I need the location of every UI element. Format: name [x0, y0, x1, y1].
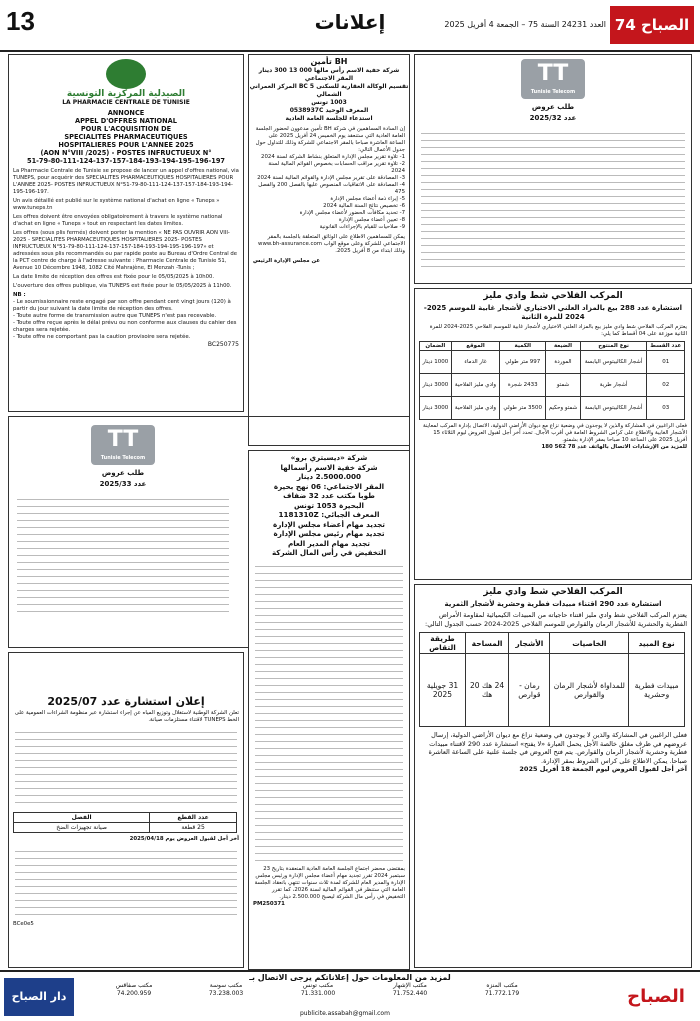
- bh-assurance-ad: [248, 54, 410, 446]
- bh-sign: عن مجلس الإدارة الرئيس: [253, 258, 321, 264]
- section-title: إعلانات: [314, 10, 386, 34]
- pharma-title-line: SPECIALITES PHARMACEUTIQUES: [64, 133, 188, 141]
- bh-head-line: المقر الاجتماعي: [304, 75, 354, 82]
- table-cell: أشجار الكاليبتوس اليابسة: [580, 351, 647, 374]
- bh-agenda-item: 6- تخصيص نتائج السنة المالية 2024: [323, 203, 405, 209]
- chott1-body: فعلى الراغبين في المشاركة والذين لا يوجدون في وضعية نزاع مع ديوان الأراضي الدولية، الاتصال بإدارة المركب لمعاينة الأشجار الغابية والاطلاع على كراس الشروط العامة في أقرب الآجال. تحدد آخر أجل لقبول العروض ليوم الثلاثاء 15 أفريل 2025 على الساعة 10 صباحا بمقر الإدارة بشمتو.: [422, 423, 687, 443]
- footer-contact: [366, 982, 454, 998]
- bh-agenda-item: 2- تلاوة تقرير مراقب الحسابات بخصوص القوائم المالية لسنة 2024: [268, 161, 405, 174]
- dispo-head-line: 2.5000.000 دينار: [296, 472, 362, 481]
- dispo-text-block: [255, 562, 403, 862]
- dispo-head: [249, 453, 409, 558]
- pharma-paragraph: La Pharmacie Centrale de Tunisie se propose de lancer un appel d'offres national, via TUNEPS, pour acquérir des SPECIALITES PHARMACEUTIQUES HOSPITALIERES POUR L'ANNEE 2025- POSTES INFRUCTUEUX N°51-79-80-111-124-137-157-184-193-194-195-196-197.: [13, 168, 239, 195]
- page-footer: [0, 970, 700, 1021]
- table-header-row: [420, 633, 685, 654]
- table-cell: 2433 شجرة: [500, 374, 546, 397]
- footer-email: publicite.assabah@gmail.com: [300, 1010, 390, 1017]
- table-header-cell: المساحة: [465, 633, 508, 654]
- footer-contact: [274, 982, 362, 998]
- table-row: [420, 397, 685, 420]
- tt-32-ad: [414, 54, 692, 284]
- bh-agenda-item: 8- تعيين أعضاء مجلس الإدارة: [338, 217, 405, 223]
- footer-contact-name: مكتب تونس: [302, 982, 334, 989]
- dispo-head-line: تجديد مهام المدير العام: [287, 538, 371, 548]
- sonede-title: إعلان استشارة عدد 2025/07: [47, 695, 205, 708]
- bh-head-line: استدعاء للجلسة العامة العادية: [285, 115, 373, 122]
- bh-note: يمكن للمساهمين الاطلاع على الوثائق المتعلقة بالجلسة بالمقر الاجتماعي للشركة وعلى موقع الواب www.bh-assurance.com وذلك ابتداء من 8 أفريل 2025.: [258, 234, 405, 254]
- bh-body: إن السادة المساهمين في شركة BH تأمين مدعوون لحضور الجلسة العامة العادية التي ستنعقد يوم الخميس 24 أفريل 2025 على الساعة العاشرة صباحا بالمقر الاجتماعي للشركة وذلك للتداول حول جدول الأعمال التالي:: [255, 126, 405, 153]
- table-header-cell: الكمية: [500, 342, 546, 351]
- footer-contact-tel: 71.772.179: [484, 990, 520, 997]
- table-header-cell: عدد القسط: [647, 342, 685, 351]
- pharma-title-line: POUR L'ACQUISITION DE: [80, 125, 172, 133]
- footer-contact-tel: 74.200.959: [116, 990, 152, 997]
- footer-title: لمزيد من المعلومات حول إعلاناتكم يرجى الاتصال بـ: [249, 973, 451, 982]
- dispo-ad: [248, 450, 410, 970]
- table-header-cell: الموقع: [451, 342, 500, 351]
- sonede-logo-area: [9, 653, 243, 693]
- tt1-title: طلب عروض: [531, 103, 575, 111]
- dispo-ref: PM250371: [253, 900, 285, 907]
- bh-agenda-item: 9- صلاحيات للقيام بالإجراءات القانونية: [319, 224, 405, 230]
- footer-logo: الصباح: [627, 986, 685, 1007]
- footer-contact-tel: 71.331.000: [300, 990, 336, 997]
- pharma-nb-item: - Toute offre ne comportant pas la caution provisoire sera rejetée.: [13, 334, 191, 340]
- pharma-title-line: ANNONCE: [107, 109, 145, 117]
- table-header-cell: الضيعة: [546, 342, 581, 351]
- table-cell: 24 هك 20 هك: [465, 654, 508, 727]
- chott1-head: المركب الفلاحي شط وادي مليز: [483, 291, 623, 301]
- table-row: [420, 351, 685, 374]
- bh-agenda-item: 5- إبراء ذمة أعضاء مجلس الإدارة: [330, 196, 405, 202]
- footer-contact-name: مكتب المنزه: [486, 982, 518, 989]
- bh-head-line: تقسيم الوكالة العقارية للسكنى BC 5 المركز العمراني الشمالي: [249, 83, 409, 98]
- pharma-paragraph: L'ouverture des offres publique, via TUNEPS est fixée pour le 05/05/2025 à 11h00.: [13, 283, 232, 289]
- table-row: [420, 654, 685, 727]
- pharma-title-line: APPEL D'OFFRES NATIONAL: [75, 117, 177, 125]
- pharma-nb-item: - Toute offre reçue après le délai prévu ou non conforme aux clauses du cahier des charges sera rejetée.: [13, 320, 237, 333]
- tt-logo-icon: TT Tunisie Telecom: [521, 59, 585, 99]
- tt2-num: عدد 2025/33: [99, 480, 147, 488]
- tt1-text-block: [421, 129, 685, 269]
- pharma-nb-item: - Toute autre forme de transmission autre que TUNEPS n'est pas recevable.: [13, 313, 217, 319]
- chott2-date: آخر أجل لقبول العروض ليوم الجمعة 18 أفريل 2025: [519, 765, 687, 773]
- bh-head-line: 1003 تونس: [311, 99, 347, 106]
- table-header-row: [420, 342, 685, 351]
- bh-agenda-item: 3- المصادقة على تقرير مجلس الإدارة والقوائم المالية لسنة 2024: [257, 175, 405, 181]
- table-cell: مبيدات فطرية وحشرية: [629, 654, 685, 727]
- chott-290-ad: [414, 584, 692, 968]
- dispo-body: بمقتضى محضر اجتماع الجلسة العامة العادية المنعقدة بتاريخ 23 سبتمبر 2024 تقرر تجديد مهام أعضاء مجلس الإدارة ورئيس مجلس الإدارة والمدير العام للشركة لمدة ثلاث سنوات تنتهي بانعقاد الجلسة العامة التي ستنظر في القوائم المالية لسنة 2026، كما تقرر التخفيض في رأس مال الشركة ليصبح 2.500.000 دينار.: [254, 865, 405, 900]
- chott2-body: فعلى الراغبين في المشاركة والذين لا يوجدون في وضعية نزاع مع ديوان الأراضي الدولية، إرسال عروضهم في ظرف مغلق خالصة الأجل يحمل العبارة «لا يفتح» استشارة عدد 290 لاقتناء مبيدات فطرية وحشرية لأشجار الرمان والقوارص. يتم فتح العروض في جلسة علنية على الساعة العاشرة صباحا. يمكن الاطلاع على كراس الشروط بمقر الإدارة.: [428, 731, 687, 765]
- pct-logo-ar: الصيدلية المركزية التونسية: [66, 89, 186, 99]
- dispo-head-line: البحيرة 1053 تونس: [293, 500, 365, 510]
- dispo-head-line: تجديد مهام رئيس مجلس الإدارة: [273, 529, 385, 538]
- bh-agenda-item: 1- تلاوة تقرير مجلس الإدارة المتعلق بنشاط الشركة لسنة 2024: [261, 154, 405, 160]
- bh-agenda-item: 4- المصادقة على الاتفاقيات المنصوص عليها بالفصل 200 والفصل 475: [258, 182, 405, 195]
- sonede-body: تعلن الشركة الوطنية لاستغلال وتوزيع المياه عن إجراء استشارة عبر منظومة الشراءات العمومية على الخط TUNEPS لاقتناء مستلزمات صيانة.: [14, 710, 239, 723]
- pharma-paragraph: Un avis détaillé est publié sur le système national d'achat en ligne « Tuneps » www.tuneps.tn: [13, 198, 220, 211]
- table-cell: 02: [647, 374, 685, 397]
- table-cell: وادي مليز الفلاحية: [451, 374, 500, 397]
- page-number: 13: [6, 6, 35, 36]
- bh-head-line: BH تأمين: [310, 57, 348, 66]
- table-cell: شمتو: [546, 374, 581, 397]
- table-cell: 3000 دينار: [420, 374, 452, 397]
- pharma-nb-item: - Le soumissionnaire reste engagé par son offre pendant cent vingt jours (120) à partir du jour suivant la date limite de réception des offres.: [13, 299, 231, 312]
- pharma-title-line: HOSPITALIERES POUR L'ANNEE 2025: [58, 141, 194, 149]
- dispo-head-line: شركة خفية الاسم رأسمالها: [280, 462, 378, 472]
- table-cell: 31 جويلية 2025: [420, 654, 466, 727]
- table-cell: وادي مليز الفلاحية: [451, 397, 500, 420]
- pct-logo-fr: LA PHARMACIE CENTRALE DE TUNISIE: [62, 99, 190, 106]
- sonede-text-block: [15, 728, 237, 808]
- tt2-text-block: [17, 495, 229, 615]
- footer-contact-tel: 73.238.003: [208, 990, 244, 997]
- chott2-head: المركب الفلاحي شط وادي مليز: [483, 587, 623, 597]
- table-cell: 03: [647, 397, 685, 420]
- table-row: [420, 374, 685, 397]
- pharma-title-line: (AON N°VIII /2025) - POSTES INFRUCTUEUX N°: [40, 149, 212, 157]
- newspaper-logo: الصباح 74: [610, 6, 694, 44]
- chott2-intro: يعتزم المركب الفلاحي شط وادي مليز اقتناء حاجياته من المبيدات الكيميائية لمقاومة الأمراض الفطرية والحشرية للأشجار الرمان والقوارص للموسم الفلاحي 2025-2024 حسب الجدول التالي:: [425, 611, 687, 628]
- pharma-body: [9, 168, 243, 290]
- dispo-head-line: المعرف الجبائي: 1181310Z: [278, 510, 380, 519]
- pharma-nb-title: NB :: [13, 292, 26, 298]
- table-cell: 3500 متر طولي: [500, 397, 546, 420]
- pharma-paragraph: La date limite de réception des offres est fixée pour le 05/05/2025 à 10h00.: [13, 274, 214, 280]
- issue-info: العدد 24231 السنة 75 – الجمعة 4 أفريل 2025: [444, 20, 606, 29]
- dispo-head-line: المقر الاجتماعي: 06 نهج بحيرة: [273, 481, 385, 491]
- sonede-date: آخر أجل لقبول العروض يوم 2025/04/18: [129, 836, 239, 842]
- footer-contact-name: مكتب سوسة: [209, 982, 243, 989]
- pharma-title: [9, 109, 243, 165]
- pharma-paragraph: Les offres (sous plis fermés) doivent porter la mention « NE PAS OUVRIR AON VIII-2025 - SPECIALITES PHARMACEUTIQUES HOSPITALIERES 2025- POSTES INFRUCTUEUX N°51-79-80-111-124-137-157-184-193-194-195-196-197» et adressées sous plis recommandés ou par rapide poste au Bureau d'Ordre Central de la PCT centre de charge à l'adresse suivante : Pharmacie Centrale de Tunisie 51, Avenue 10 Décembre 1948, 1082 Cité Mahrajène, El Menzah -Tunis ;: [13, 230, 238, 271]
- tt2-logo-icon: TT Tunisie Telecom: [91, 425, 155, 465]
- sonede-ref: BCe0e5: [13, 921, 34, 927]
- chott1-title: استشارة عدد 288 بيع بالمزاد العلني الاختياري لأشجار غابية للموسم 2025-2024 للمرة الثانية: [423, 304, 683, 321]
- dispo-head-line: التخفيض في رأس المال الشركة: [271, 548, 387, 557]
- table-header-cell: الأشجار: [509, 633, 550, 654]
- bh-items: [249, 154, 409, 231]
- footer-contact-tel: 71.752.440: [392, 990, 428, 997]
- page-header: [0, 0, 700, 52]
- pharma-nb: [9, 299, 243, 341]
- table-cell: للمداواة لأشجار الرمان والقوارص: [550, 654, 629, 727]
- tt1-num: عدد 2025/32: [529, 114, 577, 122]
- tt2-title: طلب عروض: [101, 469, 145, 477]
- pharmacie-ad: [8, 54, 244, 412]
- sonede-text-block-2: [15, 847, 237, 917]
- table-cell: الموردة: [546, 351, 581, 374]
- chott2-title: استشارة عدد 290 اقتناء مبيدات فطرية وحشرية لأشجار الثمرية: [444, 600, 662, 608]
- bh-agenda-item: 7- تحديد مكافآت الحضور لأعضاء مجلس الإدارة: [299, 210, 405, 216]
- table-header-cell: نوع المبيد: [629, 633, 685, 654]
- table-header-cell: نوع المنتوج: [580, 342, 647, 351]
- footer-contact: [90, 982, 178, 998]
- footer-contact-name: مكتب صفاقس: [115, 982, 153, 989]
- footer-contact: [458, 982, 546, 998]
- table-cell: أشجار الكاليبتوس اليابسة: [580, 397, 647, 420]
- bh-head-line: شركة خفية الاسم رأس مالها 000 13 300 دينار: [258, 67, 400, 74]
- dar-assabah-logo: دار الصباح: [4, 978, 74, 1016]
- pharma-title-line: 51-79-80-111-124-137-157-184-193-194-195-196-197: [26, 157, 225, 165]
- chott1-intro: يعتزم المركب الفلاحي شط وادي مليز بيع بالمزاد العلني الاختياري لأشجار غابية للموسم الفلاحي 2025-2024 للمرة الثانية موزعة على 04 أقساط كما يلي:: [429, 324, 687, 337]
- table-cell: 997 متر طولي: [500, 351, 546, 374]
- table-header-cell: الضمان: [420, 342, 452, 351]
- bh-head-line: المعرف الوحيد 0538937C: [289, 107, 369, 114]
- chott-288-ad: [414, 288, 692, 580]
- table-header-cell: طريقة التقاص: [420, 633, 466, 654]
- table-cell: 1000 دينار: [420, 351, 452, 374]
- table-cell: 01: [647, 351, 685, 374]
- table-cell: شمتو وحكيم: [546, 397, 581, 420]
- pharma-paragraph: Les offres doivent être envoyées obligatoirement à travers le système national d'achat en ligne « Tuneps » tout en respectant les dates limites.: [13, 214, 223, 227]
- footer-contact: [182, 982, 270, 998]
- dispo-head-line: شركة «ديسبتري برو»: [290, 453, 368, 462]
- footer-contact-name: مكتب الإشهار: [393, 982, 427, 989]
- dispo-head-line: طوبا مكتب عدد 32 ضفاف: [283, 491, 375, 500]
- dispo-head-line: تجديد مهام أعضاء مجلس الإدارة: [273, 519, 385, 529]
- chott1-table: [419, 341, 685, 420]
- bh-head: [249, 57, 409, 123]
- chott2-table: [419, 632, 685, 727]
- table-header-cell: الخاصيات: [550, 633, 629, 654]
- sonede-ad: [8, 652, 244, 968]
- chott1-note: للمزيد من الإرشادات الاتصال بالهاتف عدد 78 562 180: [541, 444, 687, 450]
- table-cell: رمان - قوارص: [509, 654, 550, 727]
- sonede-table: عدد القطع الفصل 25 قطعة صيانة تجهيزات الضخ: [13, 812, 237, 833]
- table-cell: 3000 دينار: [420, 397, 452, 420]
- table-cell: غار الدماء: [451, 351, 500, 374]
- table-cell: أشجار طرية: [580, 374, 647, 397]
- pharma-ref: BC250775: [207, 341, 239, 348]
- pct-logo-icon: [106, 59, 146, 89]
